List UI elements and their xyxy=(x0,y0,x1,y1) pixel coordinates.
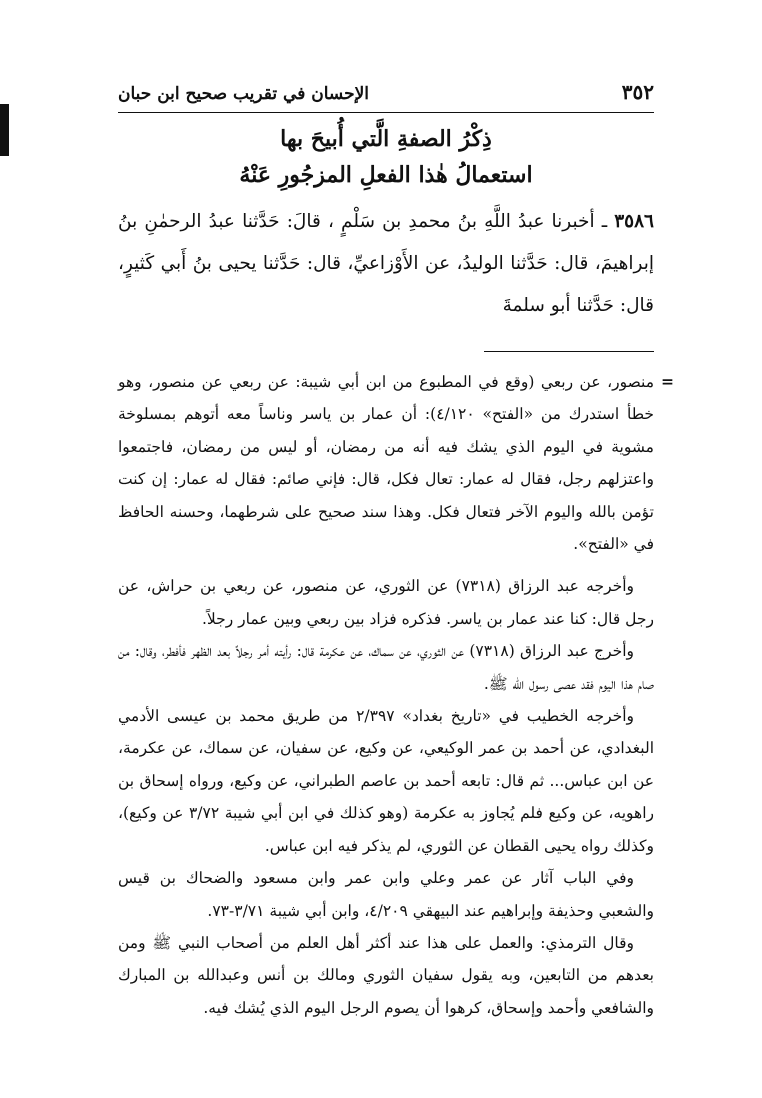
page-edge-tab xyxy=(0,104,9,156)
hadith-number: ٣٥٨٦ xyxy=(614,211,654,232)
footnote-paragraph-1-text: منصور، عن ربعي (وقع في المطبوع من ابن أبي شيبة: عن ربعي عن منصور، وهو خطأ استدرك من «الفتح» ٤/١٢٠): أن عمار بن ياسر وناساً معه أتوهم بمسلوخة مشوية في اليوم الذي يشك فيه أنه من رمضان، أو ليس من رمضان، فاجتمعوا واعتزلهم رجل، فقال له عمار: تعال فكل، قال: فإني صائم: فقال له عمار: إن كنت تؤمن بالله واليوم الآخر فتعال فكل. وهذا سند صحيح على شرطهما، وحسنه الحافظ في «الفتح». xyxy=(118,373,654,554)
hadith-body: ـ أخبرنا عبدُ اللَّهِ بنُ محمدِ بن سَلْمٍ ، قالَ: حَدَّثنا عبدُ الرحمٰنِ بنُ إبراهيمَ، قال: حَدَّثنا الوليدُ، عن الأَوْزاعيِّ، قال: حَدَّثنا يحيى بنُ أَبي كَثيرٍ، قال: حَدَّثنا أبو سلمةَ xyxy=(118,211,654,316)
running-header xyxy=(118,80,654,113)
footnote-paragraph-3: وأخرج عبد الرزاق (٧٣١٨) عن الثوري، عن سماك، عن عكرمة قال: رأيته أمر رجلاً بعد الظهر فأفطر، وقال: من صام هذا اليوم فقد عصى رسول الله ﷺ. xyxy=(118,642,654,693)
book-title: الإحسان في تقريب صحيح ابن حبان xyxy=(118,84,369,104)
hadith-text xyxy=(118,201,654,327)
section-title xyxy=(118,121,654,193)
section-title-line-2: استعمالُ هٰذا الفعلِ المزجُورِ عَنْهُ xyxy=(239,162,533,188)
footnote-paragraph-4: وأخرجه الخطيب في «تاريخ بغداد» ٢/٣٩٧ من طريق محمد بن عيسى الأدمي البغدادي، عن أحمد بن عمر الوكيعي، عن وكيع، عن سفيان، عن سماك، عن عكرمة، عن ابن عباس... ثم قال: تابعه أحمد بن عاصم الطبراني، عن وكيع، ورواه إسحاق بن راهويه، عن وكيع فلم يُجاوز به عكرمة (وهو كذلك في ابن أبي شيبة ٣/٧٢ عن وكيع)، وكذلك رواه يحيى القطان عن الثوري، لم يذكر فيه ابن عباس. xyxy=(118,707,654,855)
footnote xyxy=(118,366,674,1024)
footnote-paragraph-1 xyxy=(118,366,674,560)
page-number: ٣٥٢ xyxy=(621,80,654,104)
footnote-paragraph-2: وأخرجه عبد الرزاق (٧٣١٨) عن الثوري، عن منصور، عن ربعي بن حراش، عن رجل قال: كنا عند عمار بن ياسر. فذكره فزاد بين ربعي وبين عمار رجلاً. xyxy=(118,577,654,628)
continuation-mark: = xyxy=(661,372,674,391)
footnote-paragraph-6: وقال الترمذي: والعمل على هذا عند أكثر أهل العلم من أصحاب النبي ﷺ ومن بعدهم من التابعين، وبه يقول سفيان الثوري ومالك بن أنس وعبدالله بن المبارك والشافعي وأحمد وإسحاق، كرهوا أن يصوم الرجل اليوم الذي يُشك فيه. xyxy=(118,933,654,1017)
footnote-separator xyxy=(484,351,654,352)
footnote-paragraph-5: وفي الباب آثار عن عمر وعلي وابن عمر وابن مسعود والضحاك بن قيس والشعبي وحذيفة وإبراهيم عند البيهقي ٤/٢٠٩، وابن أبي شيبة ٣/٧١-٧٣. xyxy=(118,869,654,920)
book-page xyxy=(118,80,674,1024)
section-title-line-1: ذِكْرُ الصفةِ الَّتي أُبيحَ بها xyxy=(280,126,492,152)
